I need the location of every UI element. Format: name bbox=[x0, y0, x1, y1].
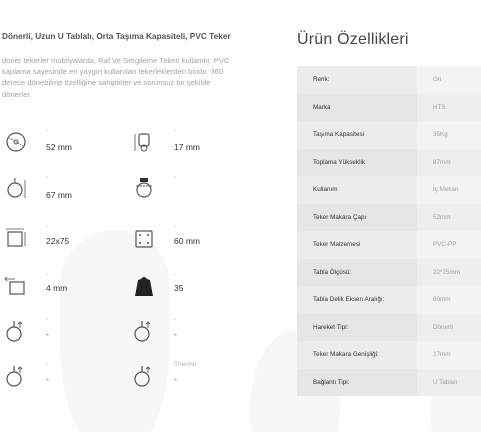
table-row bbox=[297, 341, 481, 369]
feature-value: - bbox=[46, 329, 49, 339]
spec-value: Gri bbox=[417, 66, 481, 94]
plate-size-icon bbox=[4, 226, 28, 250]
hole-spacing-icon bbox=[132, 226, 156, 250]
feature-label: - bbox=[46, 173, 49, 180]
feature-value: 4 mm bbox=[46, 283, 68, 293]
spec-value: İç Mekan bbox=[417, 176, 481, 204]
spec-value: 60mm bbox=[417, 286, 481, 314]
feature-label: - bbox=[174, 173, 177, 180]
spec-key: Tabla Ölçüsü: bbox=[297, 259, 417, 287]
feature-label: - bbox=[46, 271, 49, 278]
spec-key: Tabla Delik Eksen Aralığı: bbox=[297, 286, 417, 314]
spec-value: U Tablalı bbox=[417, 369, 481, 397]
table-row bbox=[297, 259, 481, 287]
feature-label: - bbox=[46, 223, 49, 230]
spec-value: 35Kg bbox=[417, 121, 481, 149]
swivel-wheel-icon bbox=[132, 176, 156, 200]
table-row bbox=[297, 369, 481, 397]
table-row bbox=[297, 286, 481, 314]
table-row bbox=[297, 231, 481, 259]
feature-value: - bbox=[46, 374, 49, 384]
feature-item bbox=[132, 313, 252, 353]
feature-label: - bbox=[174, 271, 177, 278]
spec-value: Dönerli bbox=[417, 314, 481, 342]
feature-label: - bbox=[174, 316, 177, 323]
feature-item bbox=[132, 268, 252, 308]
brake-wheel-icon bbox=[4, 319, 28, 343]
spec-key: Toplama Yükseklik bbox=[297, 149, 417, 177]
feature-item bbox=[4, 358, 124, 398]
feature-value: 52 mm bbox=[46, 142, 72, 152]
spec-value: HTS bbox=[417, 94, 481, 122]
feature-value: - bbox=[174, 374, 177, 384]
thermo-wheel-icon bbox=[132, 364, 156, 388]
feature-label: - bbox=[174, 127, 177, 134]
spec-key: Teker Makara Çapı bbox=[297, 204, 417, 232]
spec-key: Teker Malzemesi bbox=[297, 231, 417, 259]
feature-label: - bbox=[174, 223, 177, 230]
spec-value: 22*75mm bbox=[417, 259, 481, 287]
table-row bbox=[297, 66, 481, 94]
load-weight-icon bbox=[132, 274, 156, 298]
spec-key: Hareket Tipi: bbox=[297, 314, 417, 342]
brake-wheel-2-icon bbox=[132, 319, 156, 343]
feature-item bbox=[4, 170, 124, 210]
feature-item bbox=[132, 358, 252, 398]
table-row bbox=[297, 176, 481, 204]
product-title: Dönerli, Uzun U Tablalı, Orta Taşıma Kapasiteli, PVC Teker bbox=[2, 31, 231, 41]
feature-value: 22x75 bbox=[46, 236, 70, 246]
total-height-icon bbox=[132, 130, 156, 154]
spec-title: Ürün Özellikleri bbox=[297, 31, 409, 48]
table-row bbox=[297, 94, 481, 122]
spec-key: Taşıma Kapasitesi bbox=[297, 121, 417, 149]
feature-value: - bbox=[174, 329, 177, 339]
mount-height-icon bbox=[4, 176, 28, 200]
spec-value: 52mm bbox=[417, 204, 481, 232]
feature-value: 60 mm bbox=[174, 236, 200, 246]
table-row bbox=[297, 314, 481, 342]
product-description: döner tekerler mobilyalarda, Raf Ve Sergileme Tekeri kullanılır. PVC kaplama sayesinde en yaygın kullanılan tekerleklerden biridir. 360 derece dönebilme özelliğine sahiptirler ve sorunsuz bir şekilde dönerler. bbox=[2, 56, 230, 99]
feature-label: Thermo bbox=[174, 361, 197, 368]
feature-value: 67 mm bbox=[46, 190, 72, 200]
wheel-diameter-icon bbox=[4, 130, 28, 154]
table-row bbox=[297, 149, 481, 177]
feature-label: - bbox=[46, 127, 49, 134]
feature-item bbox=[4, 220, 124, 260]
table-row bbox=[297, 121, 481, 149]
spec-table bbox=[297, 66, 481, 396]
spec-value: PVC-PP bbox=[417, 231, 481, 259]
temperature-wheel-icon bbox=[4, 364, 28, 388]
feature-item bbox=[132, 170, 252, 210]
feature-label: - bbox=[46, 316, 49, 323]
feature-value: 35 bbox=[174, 283, 184, 293]
spec-value: 87mm bbox=[417, 149, 481, 177]
spec-key: Teker Makara Genişliği: bbox=[297, 341, 417, 369]
spec-key: Bağlantı Tipi: bbox=[297, 369, 417, 397]
spec-key: Marka bbox=[297, 94, 417, 122]
spec-key: Kullanım bbox=[297, 176, 417, 204]
feature-item bbox=[132, 220, 252, 260]
feature-item bbox=[4, 124, 124, 164]
spec-key: Renk: bbox=[297, 66, 417, 94]
feature-item bbox=[132, 124, 252, 164]
feature-value: 17 mm bbox=[174, 142, 200, 152]
feature-label: - bbox=[46, 361, 49, 368]
spec-value: 17mm bbox=[417, 341, 481, 369]
feature-item bbox=[4, 313, 124, 353]
table-row bbox=[297, 204, 481, 232]
spec-panel bbox=[297, 0, 481, 432]
offset-icon bbox=[4, 274, 28, 298]
feature-item bbox=[4, 268, 124, 308]
